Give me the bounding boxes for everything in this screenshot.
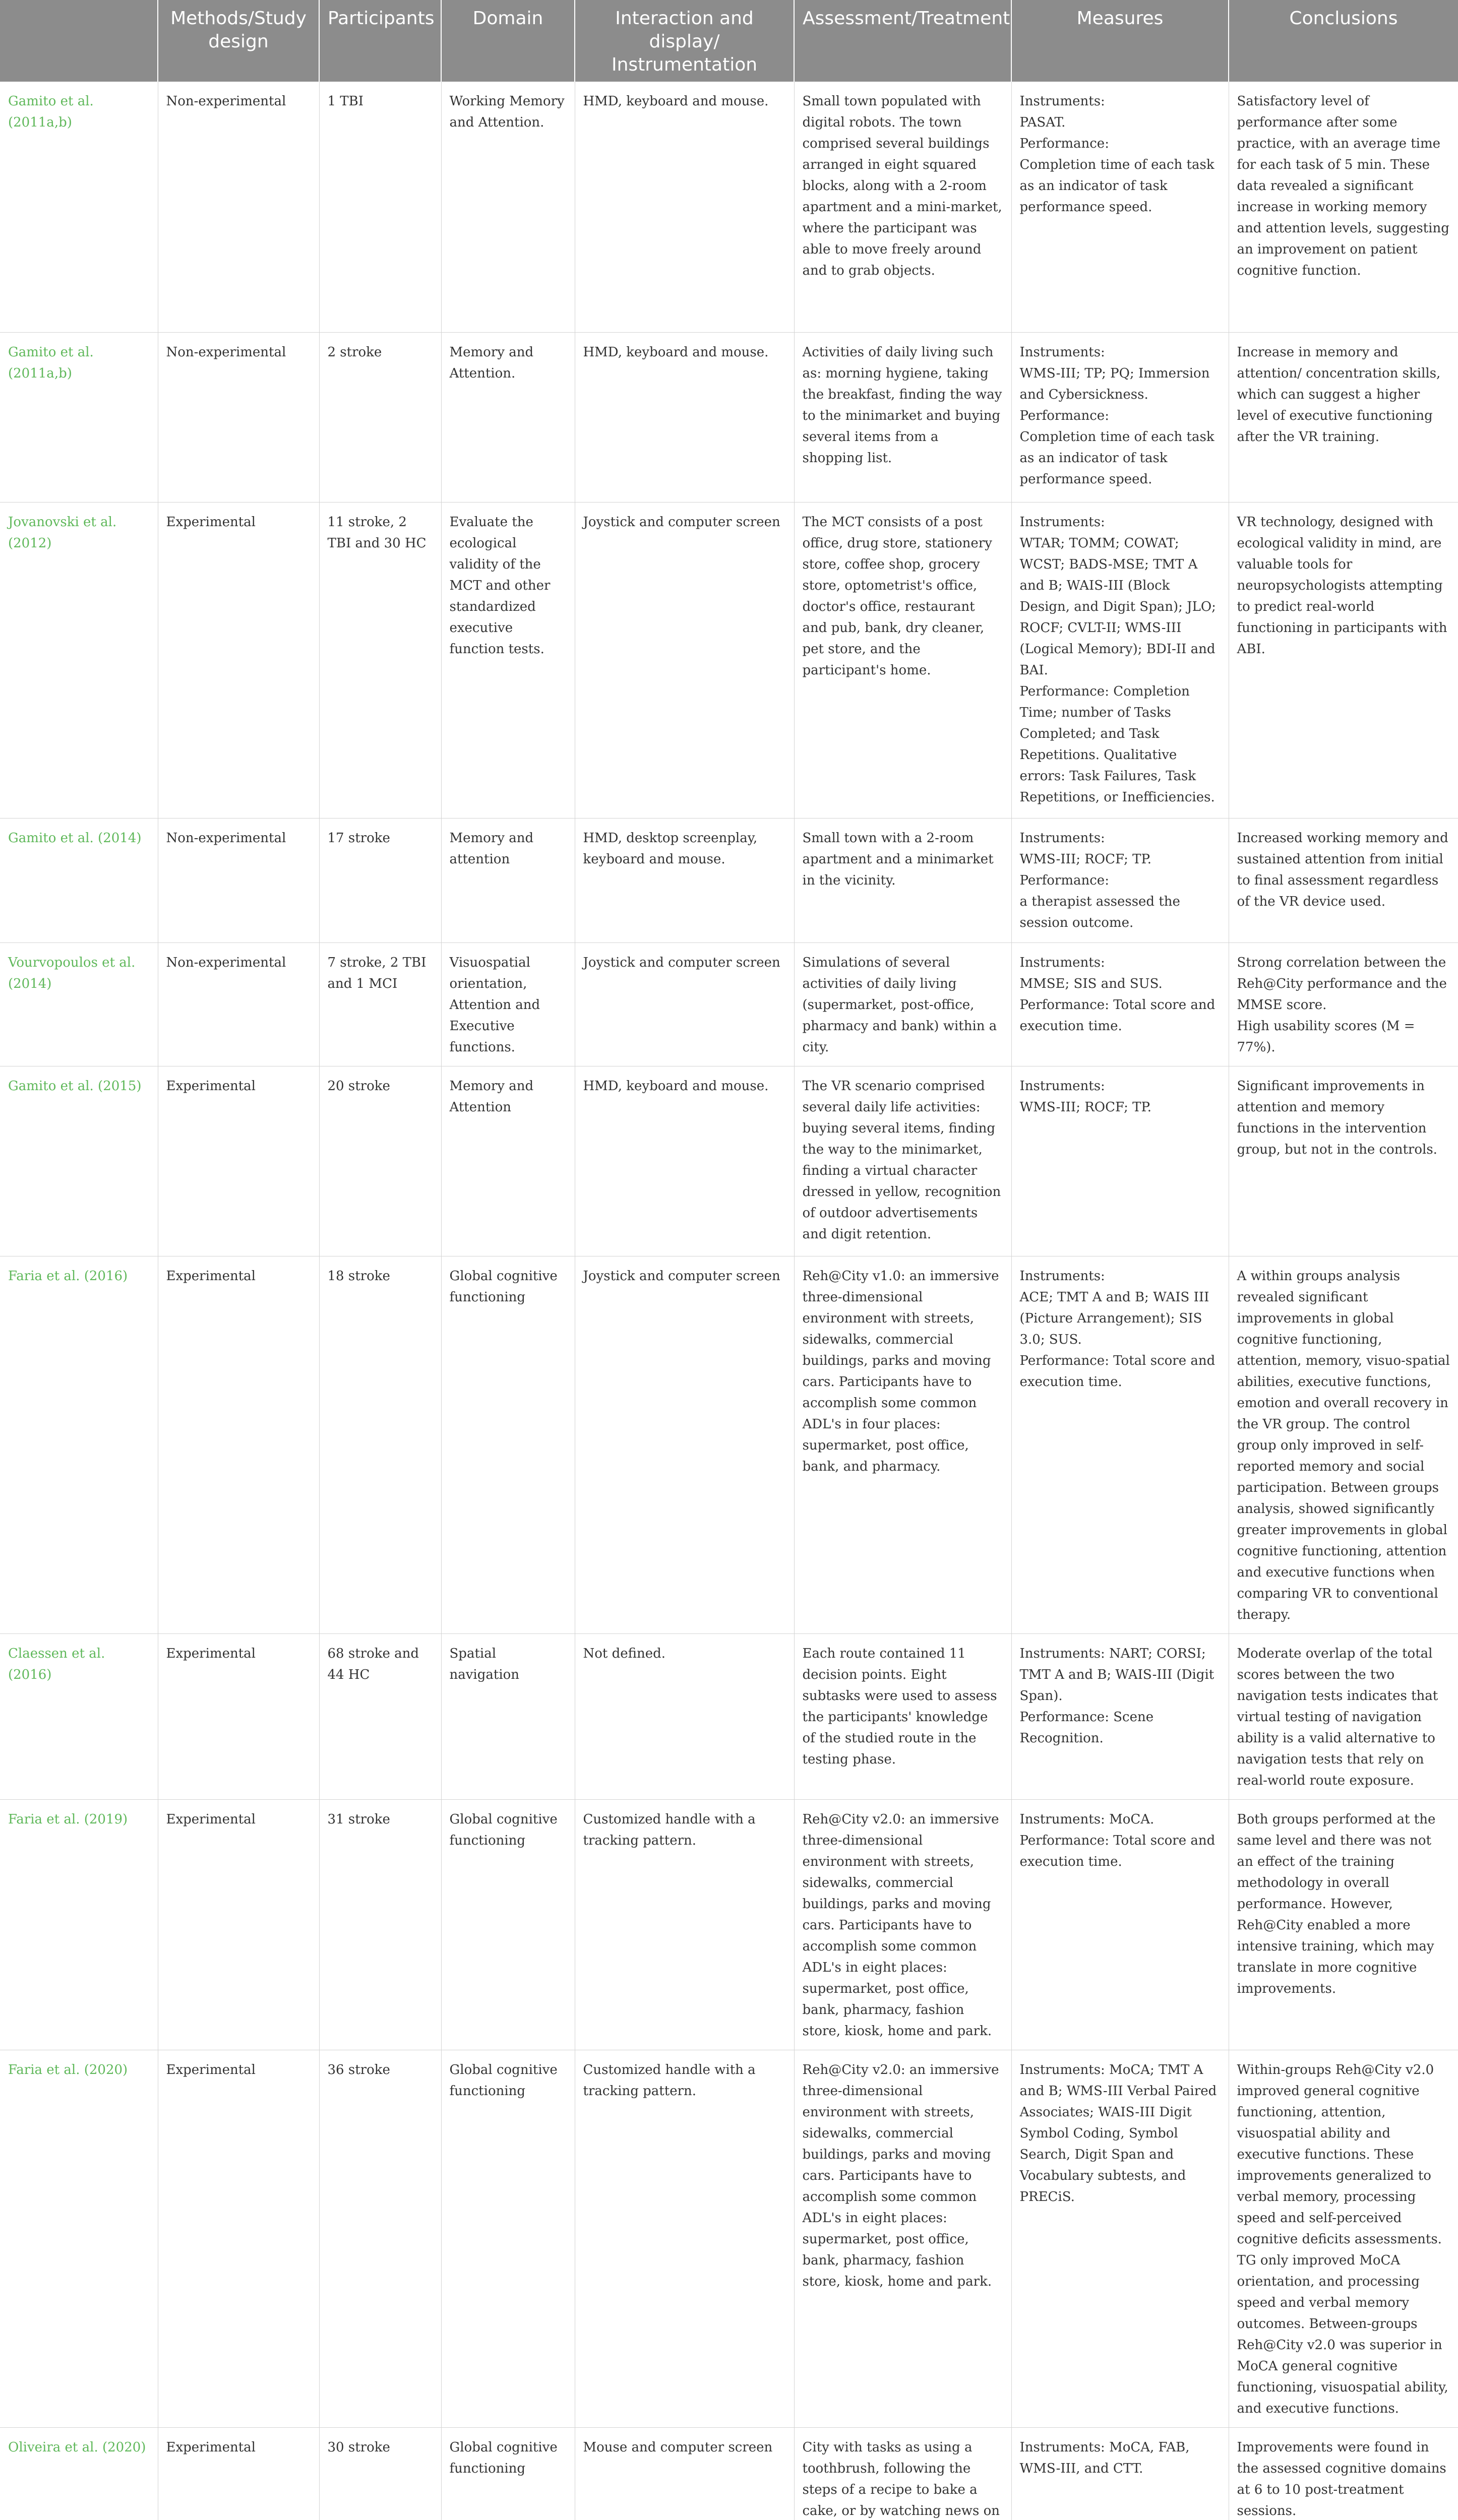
table-row [0,332,1458,502]
assessment-cell: Reh@City v1.0: an immersive three-dimensional environment with streets, sidewalks, commercial buildings, parks and moving cars. Participants have to accomplish some common ADL's in four places: supermarket, post office, bank, and pharmacy. [794,1256,1011,1633]
domain-cell: Spatial navigation [441,1633,575,1799]
domain-cell: Visuospatial orientation, Attention and Executive functions. [441,942,575,1066]
domain-cell: Global cognitive functioning [441,2050,575,2427]
study-reference[interactable]: Oliveira et al. (2020) [0,2427,158,2520]
conclusions-line: Moderate overlap of the total scores between the two navigation tests indicates that virtual testing of navigation ability is a valid alternative to navigation tests that rely on real-world route exposure. [1237,1646,1438,1788]
assessment-cell: Small town with a 2-room apartment and a minimarket in the vicinity. [794,818,1011,942]
measures-line: Performance: Total score and execution time. [1019,997,1216,1034]
methods-cell: Experimental [158,1256,319,1633]
participants-cell: 1 TBI [319,82,441,332]
domain-cell: Global cognitive functioning [441,1799,575,2050]
methods-cell: Non-experimental [158,82,319,332]
measures-line: Instruments: MoCA. [1019,1811,1155,1827]
header-participants: Participants [319,0,441,82]
measures-line: WMS-III; ROCF; TP. [1019,1099,1151,1115]
interaction-cell: HMD, keyboard and mouse. [575,82,794,332]
measures-cell [1011,1256,1229,1633]
domain-cell: Evaluate the ecological validity of the MCT and other standardized executive function tests. [441,502,575,818]
participants-cell: 20 stroke [319,1066,441,1256]
measures-line: WTAR; TOMM; COWAT; WCST; BADS-MSE; TMT A and B; WAIS-III (Block Design, and Digit Span); JLO; ROCF; CVLT-II; WMS-III (Logical Memory); BDI-II and BAI. [1019,535,1216,678]
conclusions-line: A within groups analysis revealed significant improvements in global cognitive functioning, attention, memory, visuo-spatial abilities, executive functions, emotion and overall recovery in the VR group. The control group only improved in self-reported memory and social participation. Between groups analysis, showed significantly greater improvements in global cognitive functioning, attention and executive functions when comparing VR to conventional therapy. [1237,1268,1450,1622]
measures-line: Completion time of each task as an indicator of task performance speed. [1019,157,1214,215]
conclusions-cell [1229,1066,1458,1256]
domain-cell: Memory and Attention [441,1066,575,1256]
measures-line: Instruments: NART; CORSI; TMT A and B; WAIS-III (Digit Span). [1019,1646,1214,1704]
measures-line: a therapist assessed the session outcome. [1019,894,1180,930]
table-row [0,1633,1458,1799]
conclusions-cell [1229,1256,1458,1633]
measures-line: MMSE; SIS and SUS. [1019,976,1163,991]
measures-line: Instruments: MoCA, FAB, WMS-III, and CTT. [1019,2439,1190,2476]
conclusions-line: Improvements were found in the assessed cognitive domains at 6 to 10 post-treatment sessions. [1237,2439,1446,2518]
participants-cell: 18 stroke [319,1256,441,1633]
conclusions-cell [1229,818,1458,942]
measures-line: Instruments: [1019,94,1105,109]
domain-cell: Working Memory and Attention. [441,82,575,332]
conclusions-line: VR technology, designed with ecological validity in mind, are valuable tools for neuropsychologists attempting to predict real-world functioning in participants with ABI. [1237,514,1447,657]
conclusions-cell [1229,502,1458,818]
measures-cell [1011,502,1229,818]
participants-cell: 68 stroke and 44 HC [319,1633,441,1799]
assessment-cell: Reh@City v2.0: an immersive three-dimensional environment with streets, sidewalks, commercial buildings, parks and moving cars. Participants have to accomplish some common ADL's in eight places: supermarket, post office, bank, pharmacy, fashion store, kiosk, home and park. [794,2050,1011,2427]
measures-line: WMS-III; ROCF; TP. [1019,851,1151,867]
methods-cell: Experimental [158,502,319,818]
measures-cell [1011,332,1229,502]
participants-cell: 7 stroke, 2 TBI and 1 MCI [319,942,441,1066]
study-reference[interactable]: Gamito et al. (2015) [0,1066,158,1256]
header-conclusions: Conclusions [1229,0,1458,82]
conclusions-cell [1229,2050,1458,2427]
domain-cell: Memory and attention [441,818,575,942]
conclusions-line: Satisfactory level of performance after some practice, with an average time for each task of 5 min. These data revealed a significant increase in working memory and attention levels, suggesting an improvement on patient cognitive function. [1237,94,1449,278]
measures-cell [1011,82,1229,332]
header-study [0,0,158,82]
table-body [0,82,1458,2520]
methods-cell: Experimental [158,1799,319,2050]
conclusions-line: Increased working memory and sustained attention from initial to final assessment regardless of the VR device used. [1237,830,1448,909]
measures-line: Performance: Total score and execution time. [1019,1353,1216,1390]
study-reference[interactable]: Claessen et al. (2016) [0,1633,158,1799]
study-reference[interactable]: Faria et al. (2016) [0,1256,158,1633]
header-measures: Measures [1011,0,1229,82]
methods-cell: Experimental [158,2427,319,2520]
methods-cell: Non-experimental [158,942,319,1066]
methods-cell: Experimental [158,2050,319,2427]
assessment-cell: The VR scenario comprised several daily life activities: buying several items, finding the way to the minimarket, finding a virtual character dressed in yellow, recognition of outdoor advertisements and digit retention. [794,1066,1011,1256]
measures-cell [1011,1799,1229,2050]
conclusions-line: Increase in memory and attention/ concentration skills, which can suggest a higher level of executive functioning after the VR training. [1237,344,1441,445]
interaction-cell: Joystick and computer screen [575,502,794,818]
methods-cell: Non-experimental [158,818,319,942]
table-row [0,2427,1458,2520]
conclusions-cell [1229,332,1458,502]
assessment-cell: Simulations of several activities of daily living (supermarket, post-office, pharmacy and bank) within a city. [794,942,1011,1066]
measures-line: Performance: [1019,408,1109,423]
conclusions-line: High usability scores (M = 77%). [1237,1018,1415,1055]
table-row [0,2050,1458,2427]
measures-cell [1011,1633,1229,1799]
measures-line: Completion time of each task as an indicator of task performance speed. [1019,429,1214,487]
study-reference[interactable]: Faria et al. (2019) [0,1799,158,2050]
methods-cell: Non-experimental [158,332,319,502]
interaction-cell: Customized handle with a tracking pattern. [575,2050,794,2427]
interaction-cell: HMD, keyboard and mouse. [575,332,794,502]
measures-line: Instruments: [1019,955,1105,970]
table-row [0,82,1458,332]
measures-line: Instruments: [1019,514,1105,530]
measures-line: Performance: [1019,872,1109,888]
measures-cell [1011,942,1229,1066]
study-reference[interactable]: Faria et al. (2020) [0,2050,158,2427]
study-reference[interactable]: Gamito et al. (2011a,b) [0,82,158,332]
measures-line: ACE; TMT A and B; WAIS III (Picture Arrangement); SIS 3.0; SUS. [1019,1289,1209,1347]
table-row [0,1256,1458,1633]
domain-cell: Global cognitive functioning [441,1256,575,1633]
interaction-cell: Customized handle with a tracking pattern. [575,1799,794,2050]
interaction-cell: Joystick and computer screen [575,942,794,1066]
interaction-cell: HMD, keyboard and mouse. [575,1066,794,1256]
measures-line: Instruments: [1019,344,1105,360]
header-methods: Methods/Study design [158,0,319,82]
conclusions-line: Significant improvements in attention and memory functions in the intervention group, but not in the controls. [1237,1078,1437,1157]
measures-line: Instruments: [1019,1268,1105,1284]
table-row [0,1066,1458,1256]
assessment-cell: Reh@City v2.0: an immersive three-dimensional environment with streets, sidewalks, commercial buildings, parks and moving cars. Participants have to accomplish some common ADL's in eight places: supermarket, post office, bank, pharmacy, fashion store, kiosk, home and park. [794,1799,1011,2050]
conclusions-cell [1229,82,1458,332]
study-reference[interactable]: Vourvopoulos et al. (2014) [0,942,158,1066]
study-reference[interactable]: Gamito et al. (2014) [0,818,158,942]
measures-line: Instruments: [1019,830,1105,846]
conclusions-cell [1229,1799,1458,2050]
measures-line: PASAT. [1019,115,1066,130]
participants-cell: 11 stroke, 2 TBI and 30 HC [319,502,441,818]
participants-cell: 2 stroke [319,332,441,502]
measures-cell [1011,2427,1229,2520]
study-reference[interactable]: Jovanovski et al. (2012) [0,502,158,818]
domain-cell: Memory and Attention. [441,332,575,502]
measures-line: Instruments: MoCA; TMT A and B; WMS-III Verbal Paired Associates; WAIS-III Digit Symbol Coding, Symbol Search, Digit Span and Vocabulary subtests, and PRECiS. [1019,2062,1217,2204]
domain-cell: Global cognitive functioning [441,2427,575,2520]
measures-cell [1011,2050,1229,2427]
conclusions-cell [1229,942,1458,1066]
header-domain: Domain [441,0,575,82]
methods-cell: Experimental [158,1633,319,1799]
participants-cell: 31 stroke [319,1799,441,2050]
measures-line: Performance: Completion Time; number of Tasks Completed; and Task Repetitions. Qualitative errors: Task Failures, Task Repetitions, or Inefficiencies. [1019,683,1215,805]
assessment-cell: Small town populated with digital robots. The town comprised several buildings arranged in eight squared blocks, along with a 2-room apartment and a mini-market, where the participant was able to move freely around and to grab objects. [794,82,1011,332]
measures-line: WMS-III; TP; PQ; Immersion and Cybersickness. [1019,365,1210,402]
measures-cell [1011,1066,1229,1256]
participants-cell: 17 stroke [319,818,441,942]
participants-cell: 30 stroke [319,2427,441,2520]
methods-cell: Experimental [158,1066,319,1256]
participants-cell: 36 stroke [319,2050,441,2427]
measures-line: Performance: Total score and execution time. [1019,1833,1216,1869]
interaction-cell: Joystick and computer screen [575,1256,794,1633]
measures-cell [1011,818,1229,942]
conclusions-line: Both groups performed at the same level and there was not an effect of the training methodology in overall performance. However, Reh@City enabled a more intensive training, which may translate in more cognitive improvements. [1237,1811,1436,1996]
conclusions-cell [1229,1633,1458,1799]
header-interaction: Interaction and display/ Instrumentation [575,0,794,82]
study-reference[interactable]: Gamito et al. (2011a,b) [0,332,158,502]
interaction-cell: Not defined. [575,1633,794,1799]
assessment-cell: Each route contained 11 decision points. Eight subtasks were used to assess the participants' knowledge of the studied route in the testing phase. [794,1633,1011,1799]
conclusions-cell [1229,2427,1458,2520]
conclusions-line: Strong correlation between the Reh@City performance and the MMSE score. [1237,955,1447,1013]
measures-line: Performance: Scene Recognition. [1019,1709,1154,1746]
table-row [0,818,1458,942]
measures-line: Performance: [1019,136,1109,151]
assessment-cell: The MCT consists of a post office, drug store, stationery store, coffee shop, grocery store, optometrist's office, doctor's office, restaurant and pub, bank, dry cleaner, pet store, and the participant's home. [794,502,1011,818]
measures-line: Instruments: [1019,1078,1105,1094]
interaction-cell: Mouse and computer screen [575,2427,794,2520]
assessment-cell: City with tasks as using a toothbrush, following the steps of a recipe to bake a cake, or by watching news on [794,2427,1011,2520]
table-row [0,1799,1458,2050]
table-header [0,0,1458,82]
table-row [0,942,1458,1066]
interaction-cell: HMD, desktop screenplay, keyboard and mouse. [575,818,794,942]
conclusions-line: Within-groups Reh@City v2.0 improved general cognitive functioning, attention, visuospatial ability and executive functions. These improvements generalized to verbal memory, processing speed and self-perceived cognitive deficits assessments. TG only improved MoCA orientation, and processing speed and verbal memory outcomes. Between-groups Reh@City v2.0 was superior in MoCA general cognitive functioning, visuospatial ability, and executive functions. [1237,2062,1448,2416]
assessment-cell: Activities of daily living such as: morning hygiene, taking the breakfast, finding the way to the minimarket and buying several items from a shopping list. [794,332,1011,502]
table-row [0,502,1458,818]
header-assessment: Assessment/Treatment [794,0,1011,82]
